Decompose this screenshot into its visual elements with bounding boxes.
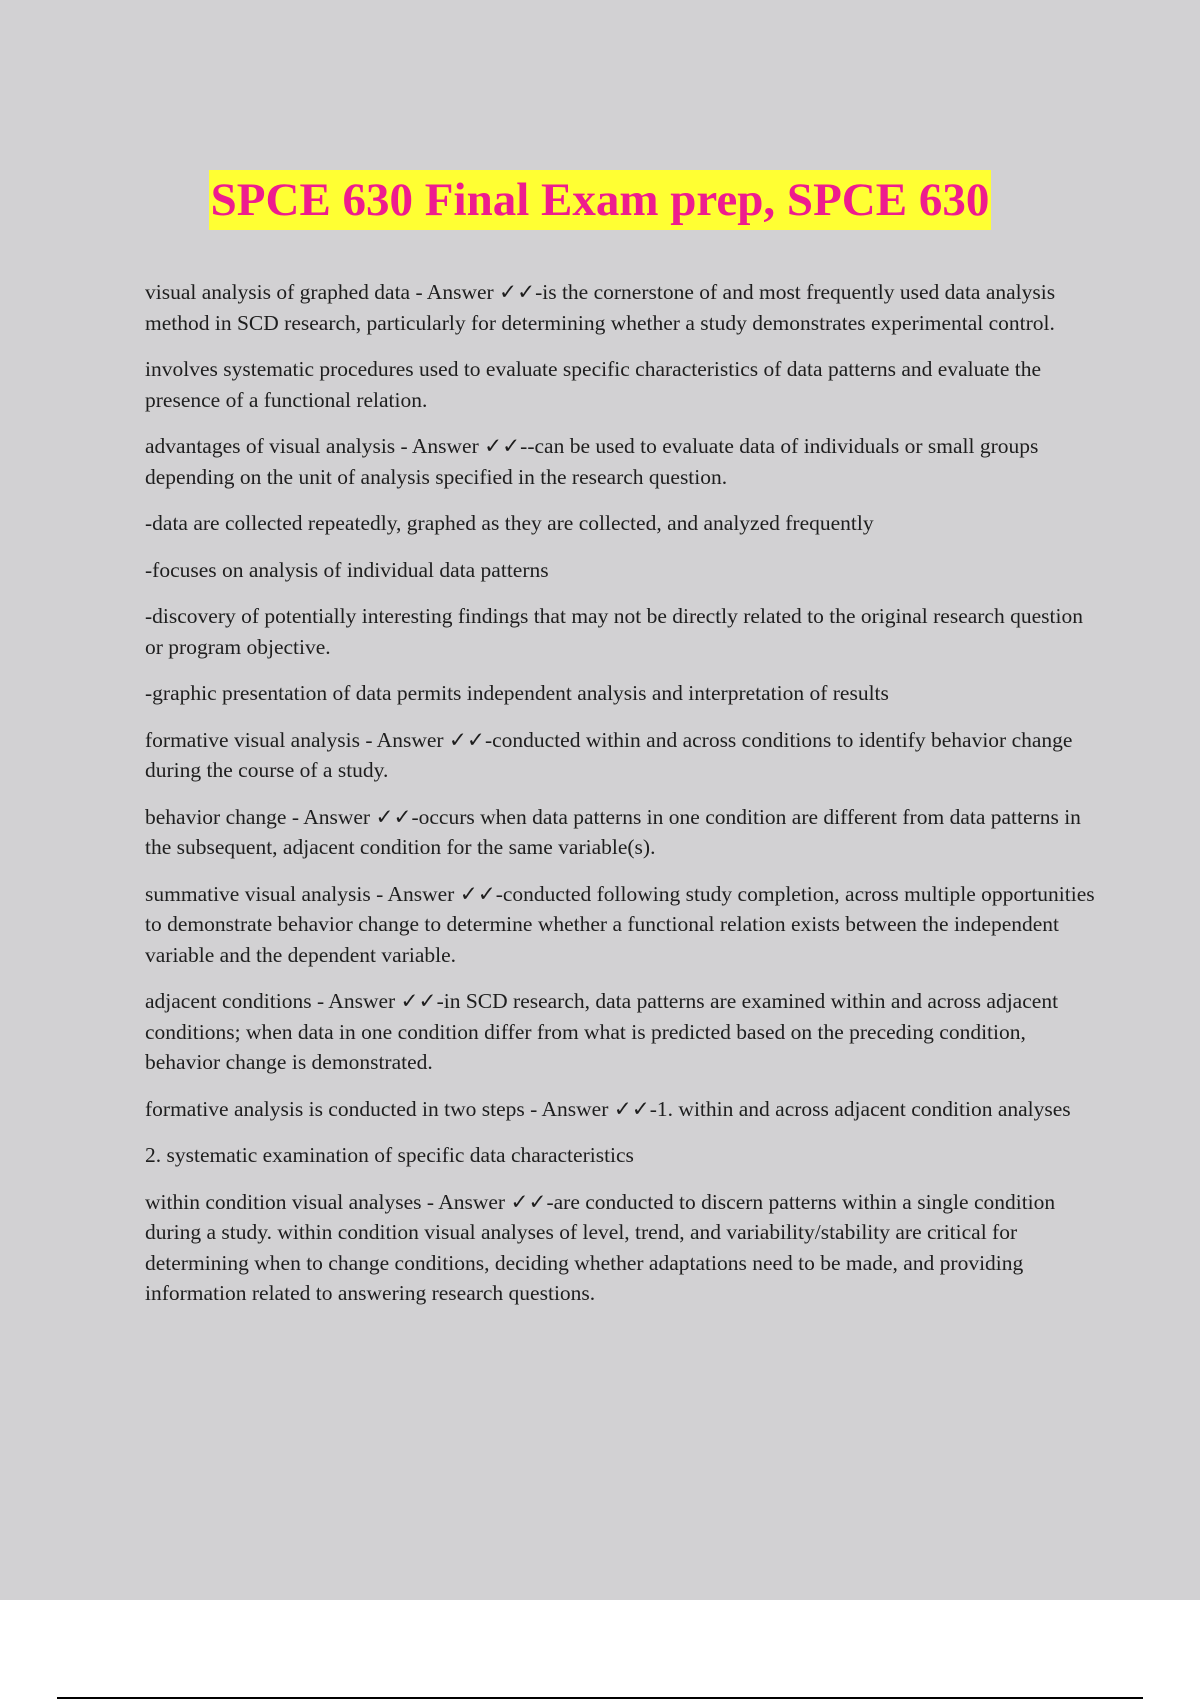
paragraph-summative-visual-analysis: summative visual analysis - Answer ✓✓-conducted following study completion, across multiple opportunities to demonstrate behavior change to determine whether a functional relation exists between the independent variable and the dependent variable. <box>145 881 1095 967</box>
paragraph-visual-analysis: visual analysis of graphed data - Answer ✓✓-is the cornerstone of and most frequently used data analysis method in SCD research, particularly for determining whether a study demonstrates experimental control. <box>145 280 1056 335</box>
paragraph-graphic-presentation: -graphic presentation of data permits independent analysis and interpretation of results <box>145 681 889 705</box>
paragraph-formative-visual-analysis: formative visual analysis - Answer ✓✓-conducted within and across conditions to identify behavior change during the course of a study. <box>145 727 1073 782</box>
paragraph-data-collected: -data are collected repeatedly, graphed as they are collected, and analyzed frequently <box>145 511 874 535</box>
footer-divider <box>57 1697 1143 1699</box>
paragraph-within-condition: within condition visual analyses - Answer ✓✓-are conducted to discern patterns within a single condition during a study. within condition visual analyses of level, trend, and variability/stability are critical for determining when to change conditions, deciding whether adaptations need to be made, and providing information related to answering research questions. <box>145 1189 1056 1305</box>
paragraph-individual-patterns: -focuses on analysis of individual data patterns <box>145 557 549 582</box>
paragraph-systematic-procedures: involves systematic procedures used to evaluate specific characteristics of data patterns and evaluate the presence of a functional relation. <box>145 357 1042 412</box>
paragraph-formative-two-steps: formative analysis is conducted in two steps - Answer ✓✓-1. within and across adjacent condition analyses <box>145 1096 1071 1121</box>
document-title: SPCE 630 Final Exam prep, SPCE 630 <box>209 170 992 230</box>
paragraph-advantages: advantages of visual analysis - Answer ✓✓--can be used to evaluate data of individuals or small groups depending on the unit of analysis specified in the research question. <box>145 434 1039 489</box>
paragraph-behavior-change: behavior change - Answer ✓✓-occurs when data patterns in one condition are different from data patterns in the subsequent, adjacent condition for the same variable(s). <box>145 804 1081 859</box>
document-body <box>145 277 1095 1325</box>
paragraph-adjacent-conditions: adjacent conditions - Answer ✓✓-in SCD research, data patterns are examined within and across adjacent conditions; when data in one condition differ from what is predicted based on the preceding condition, behavior change is demonstrated. <box>145 989 1059 1074</box>
title-container <box>0 170 1200 230</box>
paragraph-systematic-examination: 2. systematic examination of specific data characteristics <box>145 1143 634 1167</box>
paragraph-discovery: -discovery of potentially interesting findings that may not be directly related to the original research question or program objective. <box>145 604 1083 659</box>
